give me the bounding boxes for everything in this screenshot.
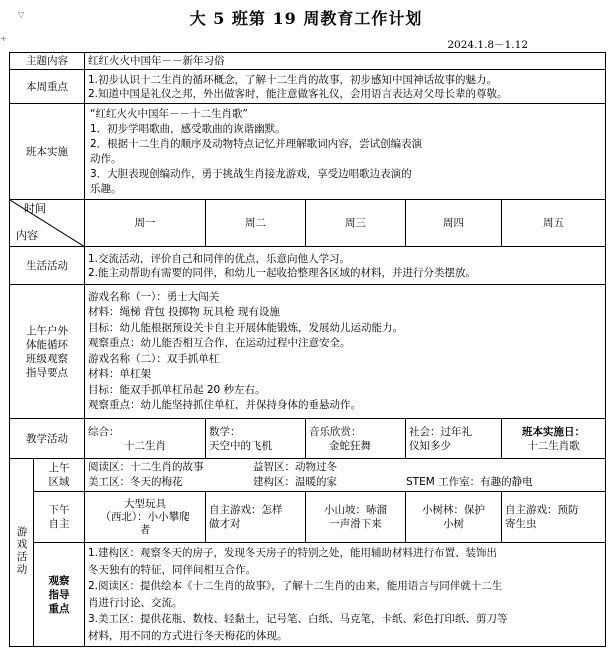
obs-label-line: 重点	[48, 602, 70, 615]
observation-line: 1.建构区：观察冬天的房子，发现冬天房子的特别之处，能用辅助材料进行布置、装饰出	[88, 547, 498, 559]
class-impl-row	[10, 104, 606, 200]
focus-content	[85, 70, 606, 104]
teaching-monday	[85, 419, 206, 459]
day-tuesday: 周二	[206, 200, 306, 247]
date-range: 2024.1.8－1.12	[447, 39, 528, 51]
life-content	[85, 247, 606, 285]
teaching-topic: 十二生肖歌	[527, 439, 580, 452]
life-line: 2.能主动帮助有需要的同伴，和幼儿一起收拾整理各区域的材料，并进行分类摆放。	[88, 266, 477, 279]
page-title: 大 5 班第 19 周教育工作计划	[189, 9, 423, 28]
outdoor-line: 游戏名称（一）：勇士大闯关	[88, 290, 220, 303]
pm-activity-line: 做才对	[209, 518, 241, 530]
observation-line: 冬天独有的特征，同伴间相互合作。	[88, 563, 256, 576]
pm-activity-line: 小山坡：哧溜	[324, 504, 387, 516]
teaching-subject: 班本实施日：	[522, 425, 586, 438]
pm-friday	[502, 492, 606, 543]
teaching-friday	[502, 419, 606, 459]
area-item: STEM 工作室：有趣的静电	[406, 476, 533, 488]
teaching-label: 教学活动	[10, 419, 85, 459]
outdoor-line: 材料：绳梯 背包 投掷物 玩具枪 现有设施	[88, 306, 280, 318]
class-impl-line: “红红火火中国年－－十二生肖歌”	[90, 107, 248, 120]
pm-tuesday	[206, 492, 306, 543]
focus-line: 1.初步认识十二生肖的循环概念，了解十二生肖的故事，初步感知中国神话故事的魅力。	[88, 73, 498, 86]
class-impl-line: 2．根据十二生肖的顺序及动物特点记忆并理解歌词内容，尝试创编表演	[90, 137, 423, 150]
pm-activity-line: 小树	[443, 518, 464, 530]
week-header-row	[10, 200, 606, 247]
day-monday: 周一	[85, 200, 206, 247]
plan-table	[9, 52, 606, 647]
pm-monday	[85, 492, 206, 543]
pm-activity-line: 者	[139, 523, 151, 536]
class-impl-line: 3．大胆表现创编动作，勇于挑战生肖接龙游戏，享受边唱歌边表演的	[90, 167, 412, 180]
day-friday: 周五	[502, 200, 606, 247]
time-header: 时间	[24, 202, 46, 215]
day-wednesday: 周三	[306, 200, 406, 247]
games-label	[10, 459, 34, 647]
teaching-row	[10, 419, 606, 459]
outdoor-line: 观察重点：幼儿能否相互合作，在运动过程中注意安全。	[88, 337, 351, 349]
pm-activity-line: 寄生虫	[505, 518, 537, 530]
focus-line: 2.知道中国是礼仪之邦，外出做客时，能注意做客礼仪，会用语言表达对父母长辈的尊敬。	[88, 87, 508, 100]
teaching-subject: 社会：过年礼	[409, 425, 472, 438]
teaching-subject: 数学：	[209, 425, 241, 438]
observation-line: 材料，用不同的方式进行冬天梅花的体现。	[88, 629, 288, 642]
outdoor-line: 游戏名称（二）：双手抓单杠	[88, 352, 220, 365]
observation-content	[85, 543, 606, 647]
area-item: 益智区：动物过冬	[253, 461, 337, 473]
teaching-topic: 十二生肖	[124, 439, 166, 452]
area-item: 阅读区：十二生肖的故事	[88, 461, 204, 473]
outdoor-label-line: 上午户外	[26, 324, 68, 337]
outdoor-row	[10, 285, 606, 419]
am-label-line: 上午	[48, 462, 70, 474]
add-row-marker[interactable]: +	[0, 34, 7, 43]
obs-label-line: 指导	[48, 588, 70, 601]
class-impl-line: 动作。	[90, 152, 122, 165]
outdoor-label-line: 班级观察	[26, 352, 68, 365]
outdoor-content	[85, 285, 606, 419]
observation-line: 2.阅读区：提供绘本《十二生肖的故事》，了解十二生肖的由来，能用语言与同伴就十二生	[88, 580, 503, 592]
outdoor-line: 材料：单杠架	[88, 368, 151, 380]
class-impl-line: 1．初步学唱歌曲，感受歌曲的诙谐幽默。	[90, 122, 286, 135]
life-row	[10, 247, 606, 285]
teaching-topic: 天空中的飞机	[209, 439, 272, 452]
outdoor-line: 目标：能双手抓单杠吊起 20 秒左右。	[88, 383, 266, 396]
observation-line: 肖进行讨论、交流。	[88, 596, 183, 609]
games-label-text: 游戏活动	[15, 525, 28, 576]
pm-activity-line: 大型玩具	[124, 497, 166, 510]
teaching-tuesday	[206, 419, 306, 459]
observation-line: 3.美工区：提供花瓶、数枝、轻黏土，记号笔、白纸、马克笔，卡纸、彩色打印纸、剪刀等	[88, 613, 508, 625]
theme-row	[10, 53, 606, 70]
am-area-content	[85, 459, 606, 492]
focus-row	[10, 70, 606, 104]
observation-label	[34, 543, 85, 647]
teaching-topic: 仪知多少	[409, 439, 451, 452]
pm-activity-line: 自主游戏：怎样	[209, 504, 283, 516]
outdoor-label-line: 指导要点	[26, 366, 68, 379]
games-observation-row	[10, 543, 606, 647]
area-item: 建构区：温暖的家	[253, 476, 337, 488]
pm-thursday	[406, 492, 502, 543]
games-am-row	[10, 459, 606, 492]
area-item	[406, 460, 606, 475]
time-content-diagonal-cell	[10, 200, 85, 247]
life-line: 1.交流活动，评价自己和同伴的优点，乐意向他人学习。	[88, 252, 351, 265]
games-pm-row	[10, 492, 606, 543]
pm-label-line: 自主	[48, 518, 70, 530]
class-impl-line: 乐趣。	[90, 182, 122, 195]
pm-label-line: 下午	[48, 504, 70, 516]
day-thursday: 周四	[406, 200, 502, 247]
am-label-line: 区域	[48, 476, 70, 488]
area-item: 美工区：冬天的梅花	[88, 476, 183, 488]
teaching-wednesday	[306, 419, 406, 459]
outdoor-line: 目标：幼儿能根据预设关卡自主开展体能锻炼，发展幼儿运动能力。	[88, 321, 403, 334]
teaching-subject: 综合：	[88, 425, 120, 438]
table-move-handle[interactable]: ▽	[18, 10, 25, 19]
teaching-subject: 音乐欣赏：	[309, 425, 362, 438]
pm-wednesday	[306, 492, 406, 543]
pm-activity-line: 小树林：保护	[422, 504, 485, 516]
focus-label: 本周重点	[10, 70, 85, 104]
theme-value: 红红火火中国年－－新年习俗	[85, 53, 606, 70]
teaching-thursday	[406, 419, 502, 459]
am-area-label	[34, 459, 85, 492]
content-header: 内容	[16, 229, 38, 242]
obs-label-line: 观察	[48, 574, 70, 587]
class-impl-label: 班本实施	[10, 104, 85, 200]
class-impl-content	[85, 104, 606, 200]
outdoor-label	[10, 285, 85, 419]
teaching-topic: 金蛇狂舞	[329, 439, 371, 452]
outdoor-line: 观察重点：幼儿能坚持抓住单杠，并保持身体的垂悬动作。	[88, 399, 361, 411]
pm-activity-line: 一声滑下来	[329, 518, 382, 530]
theme-label: 主题内容	[10, 53, 85, 70]
pm-label	[34, 492, 85, 543]
life-label: 生活活动	[10, 247, 85, 285]
pm-activity-line: 自主游戏：预防	[505, 504, 579, 516]
outdoor-label-line: 体能循环	[26, 338, 68, 351]
pm-activity-line: （西北）：小小攀爬	[100, 510, 190, 523]
